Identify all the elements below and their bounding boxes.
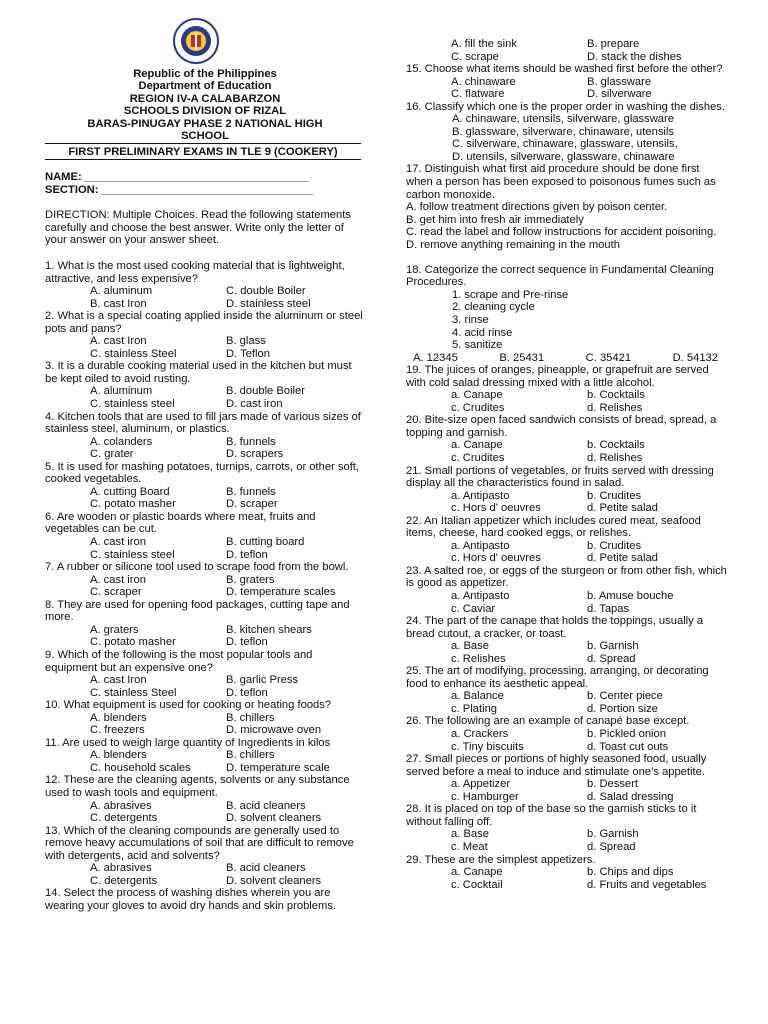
options [45,674,367,699]
question-16 [406,101,728,164]
options [406,640,728,665]
choice: a. Crackers [451,728,509,741]
choice: A. follow treatment directions given by poison center. [406,201,668,214]
choice: b. Center piece [587,690,663,703]
choice: A. cast iron [90,536,146,549]
question [45,699,367,737]
question [406,753,728,803]
question-stem: 12. These are the cleaning agents, solvents or any substance used to wash tools and equipment. [45,774,350,799]
choice: D. solvent cleaners [226,874,322,887]
question-stem: 16. Classify which one is the proper order in washing the dishes. [406,100,726,113]
choice: B. get him into fresh air immediately [406,213,584,226]
options [406,389,728,414]
choice: a. Base [451,640,489,653]
choice: D. scraper [226,498,278,511]
choice: a. Antipasto [451,590,510,603]
choice: b. Chips and dips [587,866,674,879]
choice: a. Antipasto [451,539,510,552]
choice: C. stainless steel [90,548,175,561]
choice: C. stainless steel [90,398,175,411]
question-stem: 13. Which of the cleaning compounds are generally used to remove heavy accumulations of soil that are difficult to remove with detergents, acid and solvents? [45,824,354,862]
choice: d. Portion size [587,702,658,715]
options [45,574,367,599]
sequence-step: 5. sanitize [452,339,503,352]
choice: c. Meat [451,840,488,853]
options [45,624,367,649]
options [45,862,367,887]
choice: c. Hors d' oeuvres [451,502,541,515]
options [45,749,367,774]
question [406,364,728,414]
choice: C. potato masher [90,636,176,649]
question [45,774,367,824]
choice: b. Crudites [587,539,642,552]
options [45,385,367,410]
title-rule-bottom [45,159,361,160]
choice: A. fill the sink [451,38,517,50]
right-question-column [406,38,728,891]
choice: C. potato masher [90,498,176,511]
choice: C. flatware [451,88,505,101]
question-stem: 20. Bite-size open faced sandwich consists of bread, spread, a topping and garnish. [406,414,717,439]
sequence-step: 4. acid rinse [452,326,513,339]
choice: B. glassware [587,75,652,88]
choice: b. Garnish [587,828,639,841]
choice: a. Balance [451,690,504,703]
question [406,63,728,101]
exam-title: FIRST PRELIMINARY EXAMS IN TLE 9 (COOKERY) [68,146,338,158]
question [45,561,367,599]
choice: a. Base [451,828,489,841]
choice: B. funnels [226,485,276,498]
question-stem: 1. What is the most used cooking material that is lightweight, attractive, and less expensive? [45,260,345,285]
choice: C. double Boiler [226,285,306,298]
question-stem: 19. The juices of oranges, pineapple, or grapefruit are served with cold salad dressing mixed with a little alcohol. [406,364,709,389]
choice: c. Crudites [451,452,505,464]
choice: c. Hors d' oeuvres [451,552,541,565]
header-line: SCHOOL [181,130,229,143]
options [406,590,728,615]
choice: c. Crudites [451,401,505,414]
choice: D. 54132 [672,351,718,364]
choice: B. glassware, silverware, chinaware, utensils [452,125,674,138]
choice: D. teflon [226,548,268,561]
question-group [406,364,728,891]
options [406,866,728,891]
question [45,825,367,888]
question [406,414,728,464]
sequence-step: 2. cleaning cycle [452,301,535,314]
choice: B. chillers [226,749,275,762]
left-question-list [45,260,367,912]
choice: C. silverware, chinaware, glassware, utensils, [452,138,678,151]
question [45,461,367,511]
choice: a. Canape [451,866,503,879]
choice: D. Teflon [226,347,270,360]
sequence-step: 3. rinse [452,313,489,326]
choice: c. Caviar [451,602,496,615]
choice: C. 35421 [585,351,632,364]
choice: A. abrasives [90,862,152,875]
choice: D. remove anything remaining in the mouth [406,238,620,251]
choice: D. stainless steel [226,297,311,310]
question-stem: 8. They are used for opening food packages, cutting tape and more. [45,598,350,624]
choice: D. cast iron [226,398,283,411]
choice: C. read the label and follow instructions for accident poisoning. [406,226,717,239]
question-stem: 10. What equipment is used for cooking or heating foods? [45,699,332,712]
choice: C. stainless Steel [90,347,177,360]
choice: B. prepare [587,38,640,50]
choice: A. 12345 [413,351,458,364]
options [406,439,728,464]
choice: D. stack the dishes [587,50,682,63]
choice: d. Spread [587,840,636,853]
choice: d. Relishes [587,452,643,464]
choice: B. glass [226,335,266,348]
question [406,565,728,615]
choice: C. freezers [90,724,145,737]
choice: C. scrape [451,50,499,63]
choice: a. Antipasto [451,489,510,502]
header-line: Republic of the Philippines [133,68,277,80]
choice: B. kitchen shears [226,623,312,636]
choice: c. Plating [451,702,498,715]
choice: b. Pickled onion [587,728,666,741]
choice: B. graters [226,573,275,586]
name-field: NAME: ____________________________________ [45,171,309,183]
choice: A. chinaware [451,75,516,88]
question [45,260,367,310]
spacer [406,251,728,264]
options [45,486,367,511]
choice: C. detergents [90,812,158,825]
choice: d. Spread [587,652,636,665]
choice: c. Relishes [451,652,506,665]
choice: b. Cocktails [587,439,645,452]
choice: d. Salad dressing [587,790,674,803]
question-stem: 15. Choose what items should be washed first before the other? [406,63,723,76]
choice: B. double Boiler [226,385,305,398]
question [406,854,728,892]
question-stem: 6. Are wooden or plastic boards where meat, fruits and vegetables can be cut. [45,510,316,536]
question-stem: 23. A salted roe, or eggs of the sturgeon or from other fish, which is good as appetizer. [406,564,727,590]
options [406,778,728,803]
options [45,800,367,825]
choice: d. Fruits and vegetables [587,878,707,891]
choice: A. colanders [90,435,153,448]
question [406,615,728,665]
choice: D. solvent cleaners [226,812,322,825]
options [406,690,728,715]
question [45,737,367,775]
question [45,360,367,410]
choice: c. Hamburger [451,790,519,803]
question [406,515,728,565]
section-field: SECTION: __________________________________ [45,183,314,196]
question [406,465,728,515]
options [45,285,367,310]
choice: A. cast Iron [90,674,147,687]
deped-seal-icon [173,18,219,64]
choice: d. Petite salad [587,552,658,565]
question [406,665,728,715]
choice: a. Canape [451,389,503,402]
answer-row [406,352,728,365]
choice: a. Appetizer [451,778,511,791]
choice: c. Cocktail [451,878,503,891]
choice: B. cast Iron [90,297,147,310]
question-stem: 21. Small portions of vegetables, or fruits served with dressing display all the characteristics found in salad. [406,464,714,490]
choice: d. Tapas [587,602,630,615]
options [406,540,728,565]
question [406,803,728,853]
question-stem: 9. Which of the following is the most popular tools and equipment but an expensive one? [45,648,313,674]
question [45,599,367,649]
question-stem: 24. The part of the canape that holds the toppings, usually a bread cutout, a cracker, or toast. [406,615,704,640]
options [45,436,367,461]
choice: A. aluminum [90,385,153,398]
choice: C. household scales [90,761,191,774]
question-stem: 14. Select the process of washing dishes wherein you are wearing your gloves to avoid dry hands and skin problems. [45,887,337,912]
choice: A. cast iron [90,573,146,586]
question-stem: 22. An Italian appetizer which includes cured meat, seafood items, cheese, hard cooked eggs, or relishes. [406,514,701,540]
choice: d. Relishes [587,401,643,414]
choice: A. aluminum [90,285,153,298]
choice: b. Dessert [587,778,638,791]
question-stem: 4. Kitchen tools that are used to fill jars made of various sizes of stainless steel, aluminum, or plastics. [45,410,361,436]
choice: b. Cocktails [587,389,645,402]
question-stem: 26. The following are an example of canapé base except. [406,715,690,728]
question [45,310,367,360]
question-stem: 11. Are used to weigh large quantity of Ingredients in kilos [45,736,331,749]
options [45,712,367,737]
title-rule-top [45,143,361,144]
question [45,411,367,461]
choice: A. abrasives [90,799,152,812]
choice: A. blenders [90,711,147,724]
choice: D. utensils, silverware, glassware, chinaware [452,150,675,163]
options [406,490,728,515]
choice: C. scraper [90,586,142,599]
header-line: SCHOOLS DIVISION OF RIZAL [123,105,287,118]
question-stem: 2. What is a special coating applied inside the aluminum or steel pots and pans? [45,310,363,335]
header-line: BARAS-PINUGAY PHASE 2 NATIONAL HIGH [87,117,323,130]
question-stem: 25. The art of modifying, processing, arranging, or decorating food to enhance its aesthetic appeal. [406,665,709,690]
question [406,715,728,753]
question-stem: 29. These are the simplest appetizers. [406,853,596,866]
choice: b. Garnish [587,640,639,653]
question-stem: 17. Distinguish what first aid procedure should be done first when a person has been exposed to poisonous fumes such as carbon monoxide. [406,163,716,201]
q14-options [406,38,728,63]
sequence-step: 1. scrape and Pre-rinse [452,288,569,301]
choice: A. blenders [90,749,147,762]
choice: A. cast Iron [90,335,147,348]
choice: C. grater [90,448,134,461]
question-group [406,63,728,101]
choice: D. teflon [226,686,268,699]
question [45,649,367,699]
choice: C. detergents [90,874,158,887]
header-line: REGION IV-A CALABARZON [129,92,281,105]
question-18 [406,264,728,364]
question-stem: 3. It is a durable cooking material used in the kitchen but must be kept oiled to avoid rusting. [45,360,352,385]
choice: D. temperature scale [226,761,330,774]
choice: c. Tiny biscuits [451,740,524,753]
question-stem: 27. Small pieces or portions of highly seasoned food, usually served before a meal to induce and stimulate one’s appetite. [406,753,707,778]
choice: B. 25431 [499,351,545,364]
choice: B. chillers [226,711,275,724]
choice: d. Petite salad [587,502,658,515]
choice: b. Crudites [587,489,642,502]
choice: D. scrapers [226,448,284,461]
choice: B. funnels [226,435,276,448]
question-stem: 18. Categorize the correct sequence in Fundamental Cleaning Procedures. [406,263,714,289]
choice: D. temperature scales [226,586,336,599]
school-header [45,68,365,142]
choice: D. silverware [587,88,652,101]
choice: A. graters [90,623,139,636]
choice: B. acid cleaners [226,799,306,812]
choice: B. acid cleaners [226,862,306,875]
options [406,76,728,101]
options [406,728,728,753]
choice: A. cutting Board [90,485,170,498]
options [406,828,728,853]
choice: A. chinaware, utensils, silverware, glassware [452,113,674,126]
choice: b. Amuse bouche [587,590,674,603]
question [45,511,367,561]
question-17 [406,163,728,251]
question-stem: 28. It is placed on top of the base so the garnish sticks to it without falling off. [406,803,697,828]
question [45,887,367,912]
question-stem: 7. A rubber or silicone tool used to scrape food from the bowl. [45,561,349,574]
choice: a. Canape [451,439,503,452]
choice: B. cutting board [226,536,305,549]
directions-text: DIRECTION: Multiple Choices. Read the following statements carefully and choose the best answer. Write only the letter of your answer on your answer sheet. [45,209,351,247]
choice: C. stainless Steel [90,686,177,699]
choice: D. teflon [226,636,268,649]
choice: d. Toast cut outs [587,740,669,753]
header-line: Department of Education [138,80,272,93]
question-stem: 5. It is used for mashing potatoes, turnips, carrots, or other soft, cooked vegetables. [45,460,360,486]
name-section-block [45,171,365,196]
choice: B. garlic Press [226,674,299,687]
choice: D. microwave oven [226,724,322,737]
options [45,335,367,360]
options [45,536,367,561]
